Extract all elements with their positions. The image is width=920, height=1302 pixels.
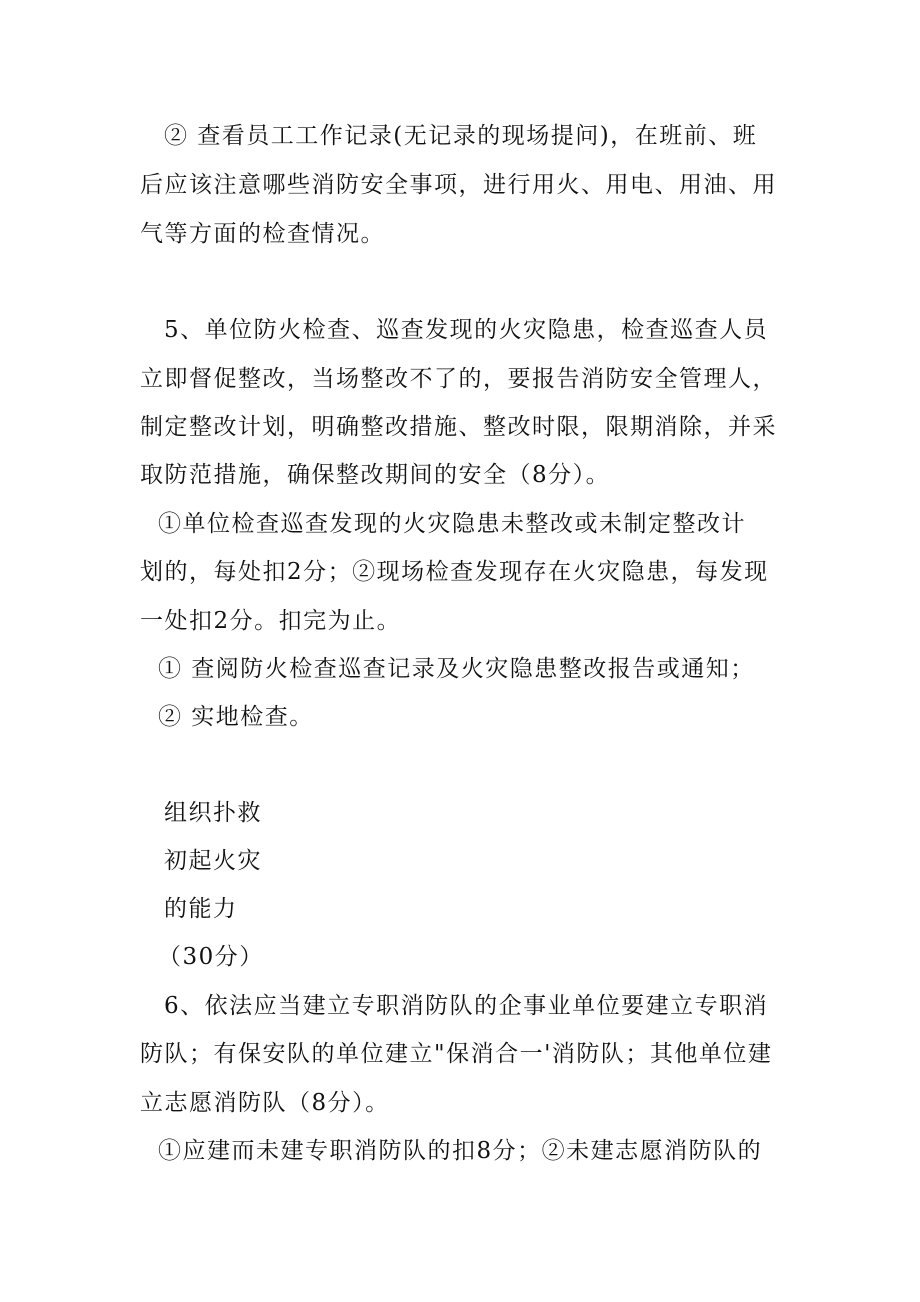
paragraph-line: 划的，每处扣2分；②现场检查发现存在火灾隐患，每发现 [140, 559, 769, 585]
paragraph-line: ② 实地检查。 [158, 704, 314, 730]
paragraph-line: 5、单位防火检查、巡查发现的火灾隐患，检查巡查人员 [164, 317, 769, 343]
paragraph-line: ①应建而未建专职消防队的扣8分；②未建志愿消防队的 [158, 1138, 763, 1164]
section-score: （30分） [158, 944, 264, 970]
paragraph-line: ① 查阅防火检查巡查记录及火灾隐患整改报告或通知； [158, 656, 755, 682]
section-label-line: 的能力 [164, 896, 238, 922]
paragraph-line: 取防范措施，确保整改期间的安全（8分）。 [140, 462, 611, 488]
paragraph-line: 防队；有保安队的单位建立"保消合一'消防队；其他单位建 [140, 1041, 773, 1067]
paragraph-line: 一处扣2分。扣完为止。 [140, 608, 402, 634]
paragraph-line: 制定整改计划，明确整改措施、整改时限，限期消除，并采 [140, 414, 777, 440]
paragraph-line: 气等方面的检查情况。 [140, 221, 385, 247]
section-label-line: 初起火灾 [164, 848, 262, 874]
paragraph-line: 立志愿消防队（8分）。 [140, 1090, 390, 1116]
paragraph-line: 后应该注意哪些消防安全事项，进行用火、用电、用油、用 [140, 172, 777, 198]
paragraph-line: 6、依法应当建立专职消防队的企事业单位要建立专职消 [164, 993, 769, 1019]
paragraph-line: 立即督促整改，当场整改不了的，要报告消防安全管理人， [140, 366, 777, 392]
section-label-line: 组织扑救 [164, 800, 262, 826]
paragraph-line: ①单位检查巡查发现的火灾隐患未整改或未制定整改计 [158, 511, 746, 537]
paragraph-line: ② 查看员工工作记录(无记录的现场提问)，在班前、班 [164, 123, 758, 149]
